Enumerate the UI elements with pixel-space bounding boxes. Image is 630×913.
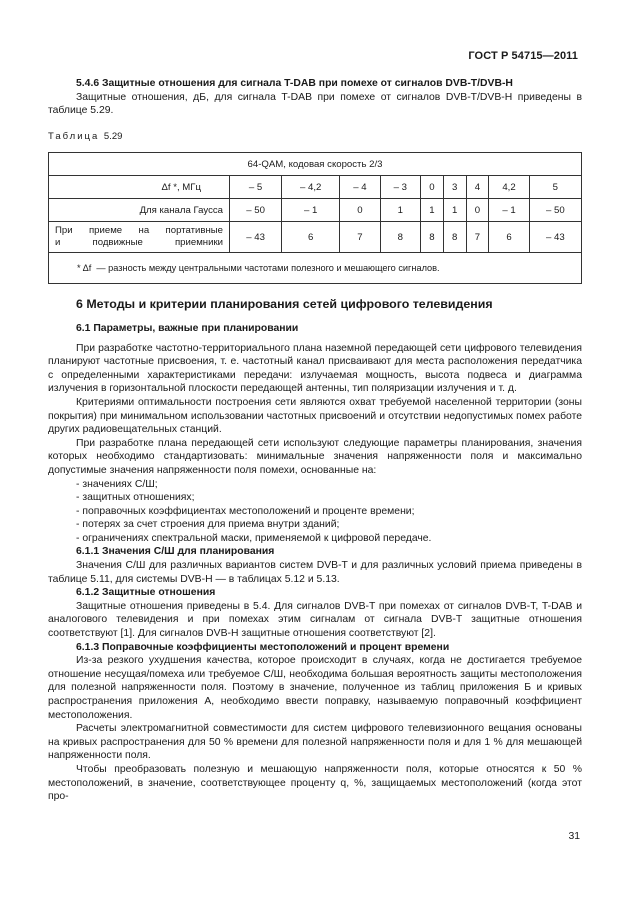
- table-row-gauss: [49, 199, 582, 222]
- table-cell: 8: [421, 222, 444, 253]
- table-cell: 1: [380, 199, 420, 222]
- table-caption: [48, 130, 582, 144]
- list-item: - значениях С/Ш;: [76, 478, 158, 490]
- paragraph: При разработке частотно-территориального плана наземной передающей сети цифрового телевидения планируют частотные присвоения, т. е. частотный канал присваивают для места расположения передатчика с определенными характеристиками передачи: излучаемая мощность, высота подвеса и диаграмма излучения в горизонтальной плоскости передающей антенны, тип поляризации излучения и т. д.: [48, 342, 582, 395]
- list-item: - защитных отношениях;: [76, 492, 195, 504]
- table-cell: – 43: [529, 222, 581, 253]
- table-caption-number: 5.29: [103, 130, 123, 142]
- table-row-label-line1: При приеме на портативные: [55, 225, 223, 237]
- paragraph: Из-за резкого ухудшения качества, которое происходит в случаях, когда не достигается требуемое отношение несущая/помеха или требуемое С/Ш, необходима большая вероятность защиты местоположения для полезной напряженности поля. Поэтому в значение, полученное из таблиц приложения Б и кривых распространения приложения А, необходимо ввести поправку, называемую поправочный коэффициент местоположения.: [48, 655, 582, 721]
- table-cell: – 5: [230, 176, 282, 199]
- table-cell: 5: [529, 176, 581, 199]
- table-cell: 1: [421, 199, 444, 222]
- page-content: [48, 77, 582, 804]
- table-cell: 0: [466, 199, 489, 222]
- table-row-label: [49, 222, 230, 253]
- table-header-modulation: 64-QAM, кодовая скорость 2/3: [49, 153, 582, 176]
- table-row-label: Для канала Гаусса: [49, 199, 230, 222]
- table-cell: 8: [380, 222, 420, 253]
- table-cell: – 1: [489, 199, 529, 222]
- table-cell: 3: [443, 176, 466, 199]
- paragraph: Критериями оптимальности построения сети являются охват требуемой населенной территории (зоны покрытия) при минимальном использовании частотных присвоений и отсутствии недопустимых помех работе других радиовещательных станций.: [48, 396, 582, 436]
- paragraph: Значения С/Ш для различных вариантов систем DVB-T и для различных условий приема приведены в таблице 5.11, для системы DVB-H — в таблицах 5.12 и 5.13.: [48, 560, 582, 585]
- table-cell: – 4: [340, 176, 380, 199]
- table-cell: – 4,2: [282, 176, 340, 199]
- table-cell: 6: [282, 222, 340, 253]
- section-6-1-1-title: 6.1.1 Значения С/Ш для планирования: [76, 546, 275, 558]
- list-item: - поправочных коэффициентах местоположений и проценте времени;: [76, 505, 415, 517]
- page-header-doc-code: ГОСТ Р 54715—2011: [468, 50, 578, 62]
- table-cell: 6: [489, 222, 529, 253]
- list-item: - ограничениях спектральной маски, применяемой к цифровой передаче.: [76, 532, 432, 544]
- section-5-4-6-text: Защитные отношения, дБ, для сигнала T-DAB при помехе от сигналов DVB-T/DVB-H приведены в таблице 5.29.: [48, 91, 582, 117]
- table-cell: 0: [340, 199, 380, 222]
- table-footnote: [49, 253, 582, 284]
- paragraph: При разработке плана передающей сети используют следующие параметры планирования, значения которых необходимо стандартизовать: минимальные значения напряженности поля и максимально допустимые значения напряженности поля помехи, основанные на:: [48, 437, 582, 476]
- table-cell: – 50: [529, 199, 581, 222]
- table-cell: – 1: [282, 199, 340, 222]
- table-cell: 4: [466, 176, 489, 199]
- table-cell: – 3: [380, 176, 420, 199]
- table-cell: 8: [443, 222, 466, 253]
- table-footnote-text: — разность между центральными частотами полезного и мешающего сигналов.: [96, 262, 440, 273]
- table-row-label-line2: и подвижные приемники: [55, 237, 223, 249]
- section-6-title: 6 Методы и критерии планирования сетей цифрового телевидения: [76, 297, 493, 312]
- table-row-df: [49, 176, 582, 199]
- page-number: 31: [568, 831, 580, 842]
- section-6-1-3-title: 6.1.3 Поправочные коэффициенты местоположений и процент времени: [76, 641, 450, 653]
- table-cell: 0: [421, 176, 444, 199]
- table-cell: – 43: [230, 222, 282, 253]
- table-cell: – 50: [230, 199, 282, 222]
- section-6-1-title: 6.1 Параметры, важные при планировании: [76, 322, 299, 334]
- table-cell: 1: [443, 199, 466, 222]
- section-6-1-2-title: 6.1.2 Защитные отношения: [76, 587, 216, 599]
- section-5-4-6-title: 5.4.6 Защитные отношения для сигнала T-DAB при помехе от сигналов DVB-T/DVB-H: [76, 78, 513, 89]
- table-row-label: Δf *, МГц: [49, 176, 230, 199]
- table-row-portable: [49, 222, 582, 253]
- table-footnote-mark: * Δf: [77, 262, 92, 273]
- table-caption-word: Таблица: [48, 130, 100, 142]
- table-5-29: [48, 152, 582, 284]
- paragraph: Защитные отношения приведены в 5.4. Для сигналов DVB-T при помехах от сигналов DVB-T, T-DAB и аналогового телевидения и при помехах этим сигналам от сигнала DVB-T защитные отношения соответствуют [1]. Для сигналов DVB-H защитные отношения соответствуют [2].: [48, 600, 582, 640]
- table-cell: 7: [466, 222, 489, 253]
- paragraph: Чтобы преобразовать полезную и мешающую напряженности поля, которые относятся к 50 % местоположений, в значение, соответствующее проценту q, %, защищаемых местоположений (когда этот про-: [48, 763, 582, 803]
- paragraph: Расчеты электромагнитной совместимости для систем цифрового телевизионного вещания основаны на кривых распространения для 50 % времени для полезной напряженности поля и для 1 % для мешающей напряженности поля.: [48, 723, 582, 762]
- table-cell: 7: [340, 222, 380, 253]
- table-cell: 4,2: [489, 176, 529, 199]
- list-item: - потерях за счет строения для приема внутри зданий;: [76, 519, 340, 531]
